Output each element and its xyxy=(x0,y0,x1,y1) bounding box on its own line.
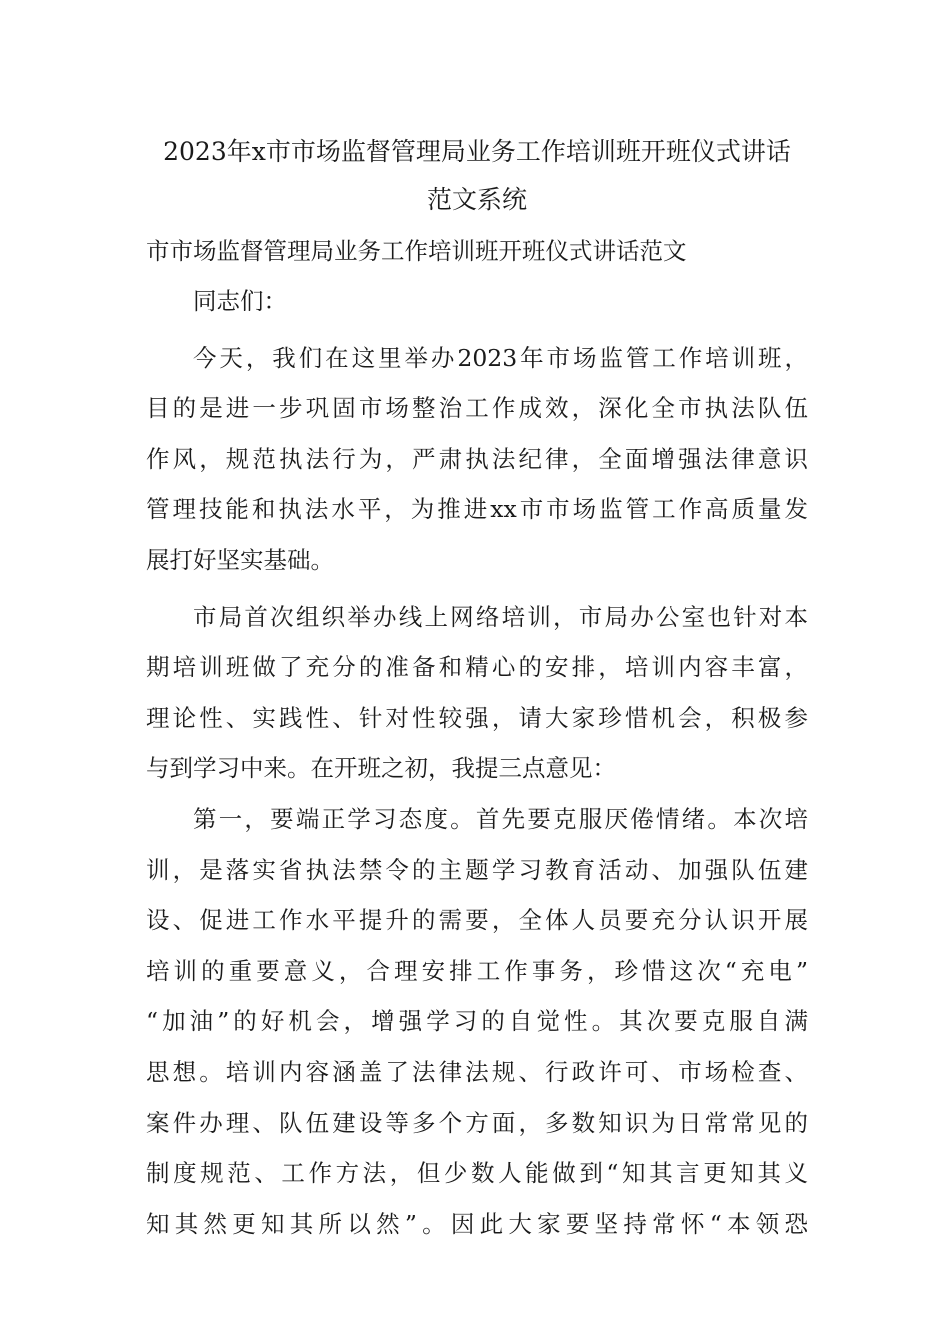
salutation-text: 同志们： xyxy=(193,287,287,315)
paragraph-line: 知其然更知其所以然”。因此大家要坚持常怀“本领恐 xyxy=(146,1209,808,1238)
paragraph-line: 理论性、实践性、针对性较强，请大家珍惜机会，积极参 xyxy=(146,703,808,732)
paragraph-line: 市局首次组织举办线上网络培训，市局办公室也针对本 xyxy=(193,602,808,631)
paragraph-line: 设、促进工作水平提升的需要，全体人员要充分认识开展 xyxy=(146,906,808,935)
document-page xyxy=(146,128,808,1249)
title-line-2: 范文系统 xyxy=(426,185,527,214)
salutation xyxy=(146,276,808,327)
paragraph-line: “加油”的好机会，增强学习的自觉性。其次要克服自满 xyxy=(146,1007,808,1036)
paragraph-line: 展打好坚实基础。 xyxy=(146,545,334,574)
paragraph-line: 案件办理、队伍建设等多个方面，多数知识为日常常见的 xyxy=(146,1108,808,1137)
paragraph-line: 管理技能和执法水平，为推进xx市市场监管工作高质量发 xyxy=(146,495,808,524)
paragraph-line: 制度规范、工作方法，但少数人能做到“知其言更知其义 xyxy=(146,1159,808,1188)
paragraph-line: 第一，要端正学习态度。首先要克服厌倦情绪。本次培 xyxy=(193,804,808,833)
paragraph-line: 目的是进一步巩固市场整治工作成效，深化全市执法队伍 xyxy=(146,394,808,423)
paragraph-line: 思想。培训内容涵盖了法律法规、行政许可、市场检查、 xyxy=(146,1057,808,1086)
paragraph-line: 训，是落实省执法禁令的主题学习教育活动、加强队伍建 xyxy=(146,855,808,884)
document-subtitle: 市市场监督管理局业务工作培训班开班仪式讲话范文 xyxy=(146,237,687,265)
paragraph-3 xyxy=(146,794,808,1249)
document-title xyxy=(146,128,808,224)
paragraph-line: 培训的重要意义，合理安排工作事务，珍惜这次“充电” xyxy=(146,956,808,985)
paragraph-line: 作风，规范执法行为，严肃执法纪律，全面增强法律意识 xyxy=(146,444,808,473)
title-line-1: 2023年x市市场监督管理局业务工作培训班开班仪式讲话 xyxy=(163,137,791,166)
paragraph-line: 与到学习中来。在开班之初，我提三点意见： xyxy=(146,754,616,783)
paragraph-2 xyxy=(146,592,808,794)
paragraph-line: 期培训班做了充分的准备和精心的安排，培训内容丰富， xyxy=(146,653,808,682)
paragraph-line: 今天，我们在这里举办2023年市场监管工作培训班， xyxy=(193,343,808,372)
paragraph-1 xyxy=(146,333,808,586)
